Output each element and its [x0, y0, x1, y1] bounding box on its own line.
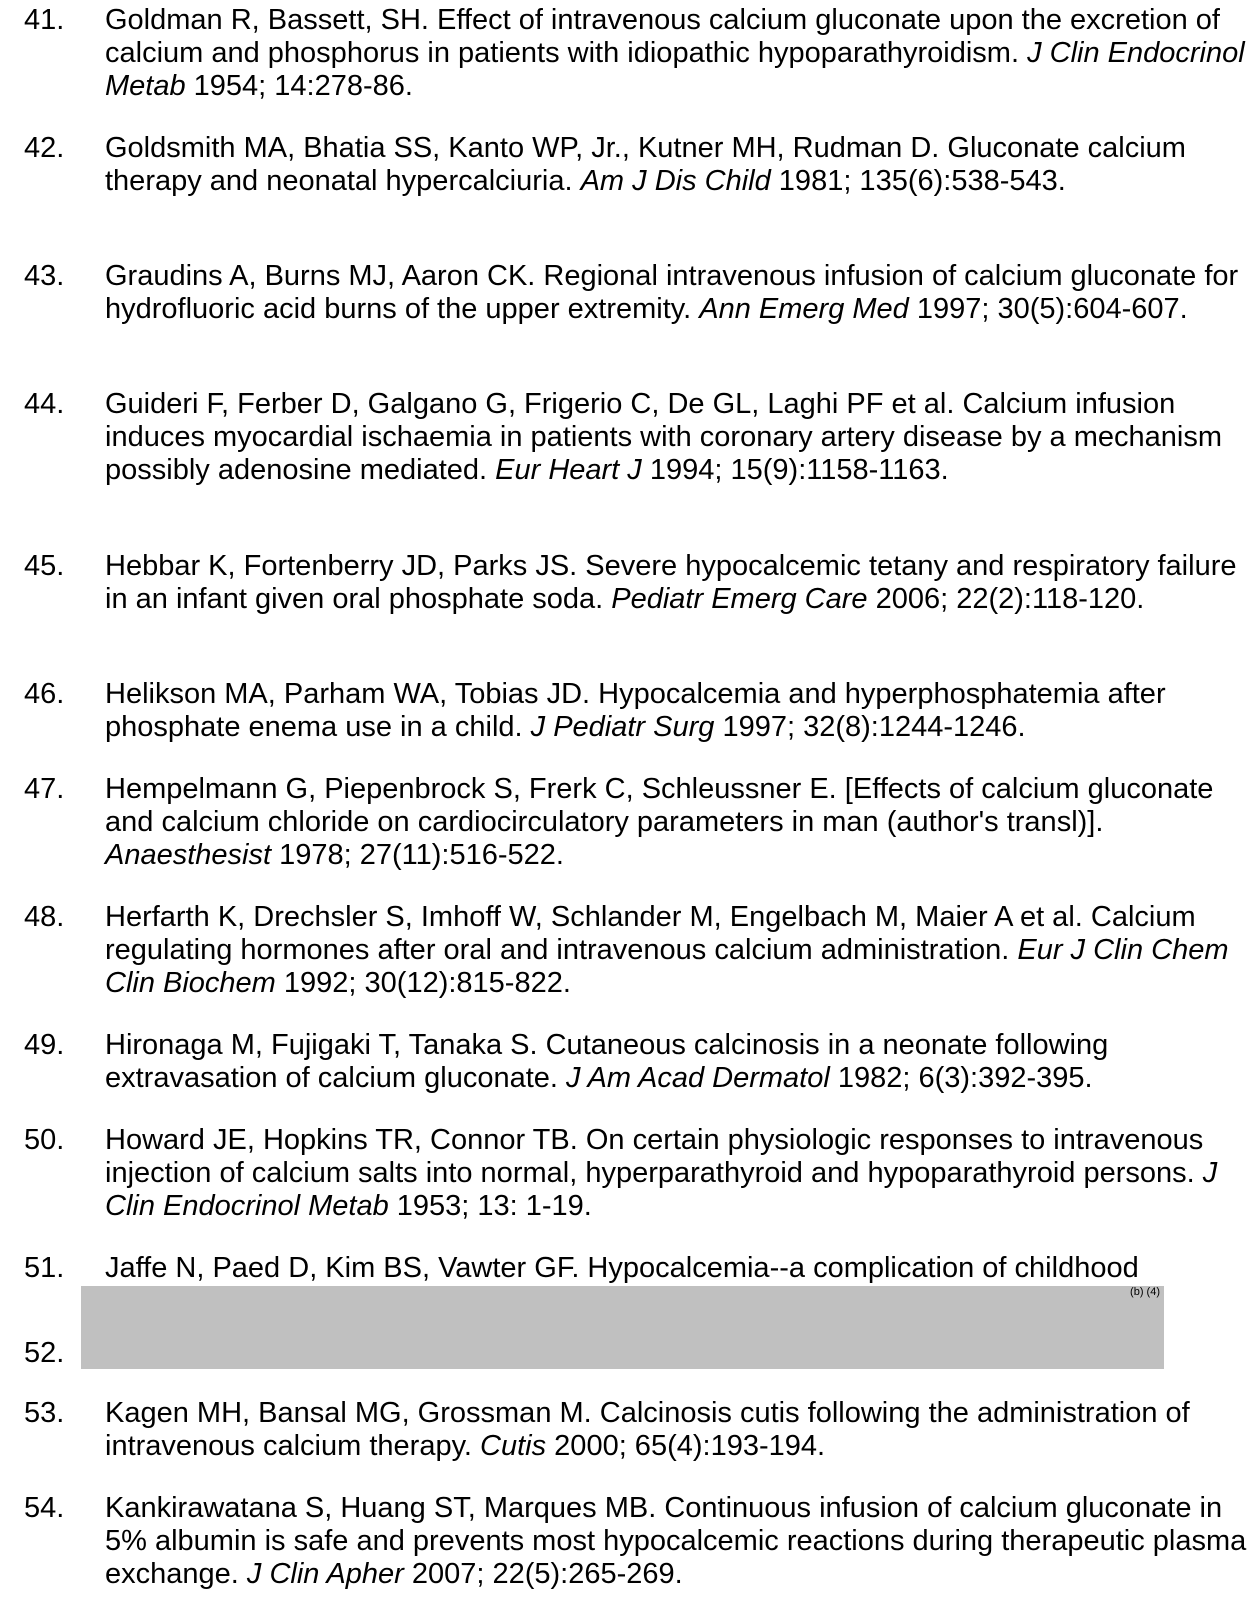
reference-authors-title: Goldsmith MA, Bhatia SS, Kanto WP, Jr., Kutner MH, Rudman D. Gluconate calcium therapy and neonatal hypercalciuria.: [105, 132, 1186, 197]
reference-number: 43.: [24, 260, 65, 292]
reference-number: 51.: [24, 1252, 65, 1284]
reference-authors-title: Hebbar K, Fortenberry JD, Parks JS. Severe hypocalcemic tetany and respiratory failure in an infant given oral phosphate soda.: [105, 550, 1237, 615]
reference-authors-title: Hironaga M, Fujigaki T, Tanaka S. Cutaneous calcinosis in a neonate following extravasation of calcium gluconate.: [105, 1029, 1109, 1094]
reference-citation: 1954; 14:278-86.: [185, 70, 413, 102]
reference-citation: 1992; 30(12):815-822.: [275, 967, 571, 999]
reference-journal: Ann Emerg Med: [699, 293, 909, 325]
reference-citation: 2007; 22(5):265-269.: [403, 1558, 683, 1590]
reference-number: 54.: [24, 1492, 65, 1524]
reference-citation: 2000; 65(4):193-194.: [546, 1430, 826, 1462]
reference-journal: J Am Acad Dermatol: [566, 1062, 830, 1094]
reference-citation: 1997; 30(5):604-607.: [908, 293, 1188, 325]
reference-citation: 1994; 15(9):1158-1163.: [641, 454, 949, 486]
reference-citation: 1982; 6(3):392-395.: [829, 1062, 1093, 1094]
reference-authors-title: Graudins A, Burns MJ, Aaron CK. Regional intravenous infusion of calcium gluconate for hydrofluoric acid burns of the upper extremity.: [105, 260, 1239, 325]
reference-text: [105, 1492, 1255, 1591]
reference-journal: Pediatr Emerg Care: [611, 583, 868, 615]
reference-text: [105, 1029, 1255, 1095]
reference-journal: J Pediatr Surg: [530, 711, 715, 743]
reference-authors-title: Kagen MH, Bansal MG, Grossman M. Calcinosis cutis following the administration of intravenous calcium therapy.: [105, 1397, 1190, 1462]
reference-text: [105, 678, 1255, 744]
reference-authors-title: Kankirawatana S, Huang ST, Marques MB. Continuous infusion of calcium gluconate in 5% albumin is safe and prevents most hypocalcemic reactions during therapeutic plasma exchange.: [105, 1492, 1247, 1590]
reference-text: [105, 132, 1255, 198]
reference-number: 41.: [24, 4, 65, 36]
reference-authors-title: Jaffe N, Paed D, Kim BS, Vawter GF. Hypocalcemia--a complication of childhood: [105, 1252, 1139, 1284]
reference-number: 50.: [24, 1124, 65, 1156]
reference-number: 53.: [24, 1397, 65, 1429]
reference-number: 44.: [24, 388, 65, 420]
reference-number: 49.: [24, 1029, 65, 1061]
reference-citation: 1981; 135(6):538-543.: [770, 165, 1066, 197]
redaction-code-label: (b) (4): [1130, 1286, 1160, 1298]
reference-journal: Am J Dis Child: [580, 165, 771, 197]
reference-authors-title: Helikson MA, Parham WA, Tobias JD. Hypocalcemia and hyperphosphatemia after phosphate enema use in a child.: [105, 678, 1166, 743]
reference-journal: J Clin Apher: [246, 1558, 404, 1590]
reference-citation: 1953; 13: 1-19.: [388, 1190, 592, 1222]
reference-text: [105, 260, 1255, 326]
reference-journal: Eur J Clin Chem Clin Biochem: [105, 934, 1229, 999]
reference-journal: J Clin Endocrinol Metab: [105, 1157, 1218, 1222]
redaction-box: [81, 1286, 1164, 1369]
reference-number: 42.: [24, 132, 65, 164]
reference-journal: Cutis: [480, 1430, 547, 1462]
reference-citation: 1997; 32(8):1244-1246.: [714, 711, 1026, 743]
reference-number: 46.: [24, 678, 65, 710]
reference-journal: J Clin Endocrinol Metab: [105, 37, 1245, 102]
reference-authors-title: Guideri F, Ferber D, Galgano G, Frigerio C, De GL, Laghi PF et al. Calcium infusion induces myocardial ischaemia in patients with coronary artery disease by a mechanism possibly adenosine mediated.: [105, 388, 1223, 486]
reference-text: [105, 388, 1255, 487]
reference-text: [105, 550, 1255, 616]
reference-number: 48.: [24, 901, 65, 933]
reference-citation: 2006; 22(2):118-120.: [867, 583, 1145, 615]
reference-citation: 1978; 27(11):516-522.: [271, 839, 564, 871]
reference-journal: Eur Heart J: [495, 454, 642, 486]
reference-authors-title: Goldman R, Bassett, SH. Effect of intravenous calcium gluconate upon the excretion of calcium and phosphorus in patients with idiopathic hypoparathyroidism.: [105, 4, 1220, 69]
reference-text: [105, 1124, 1255, 1223]
reference-text: [105, 4, 1255, 103]
reference-text: [105, 1397, 1255, 1463]
reference-number: 45.: [24, 550, 65, 582]
reference-number: 47.: [24, 773, 65, 805]
reference-text: [105, 773, 1255, 872]
reference-authors-title: Hempelmann G, Piepenbrock S, Frerk C, Schleussner E. [Effects of calcium gluconate and calcium chloride on cardiocirculatory parameters in man (author's transl)].: [105, 773, 1214, 838]
reference-journal: Anaesthesist: [105, 839, 272, 871]
reference-text: [105, 901, 1255, 1000]
reference-authors-title: Herfarth K, Drechsler S, Imhoff W, Schlander M, Engelbach M, Maier A et al. Calcium regulating hormones after oral and intravenous calcium administration.: [105, 901, 1196, 966]
reference-authors-title: Howard JE, Hopkins TR, Connor TB. On certain physiologic responses to intravenous injection of calcium salts into normal, hyperparathyroid and hypoparathyroid persons.: [105, 1124, 1204, 1189]
reference-number: 52.: [24, 1337, 65, 1369]
